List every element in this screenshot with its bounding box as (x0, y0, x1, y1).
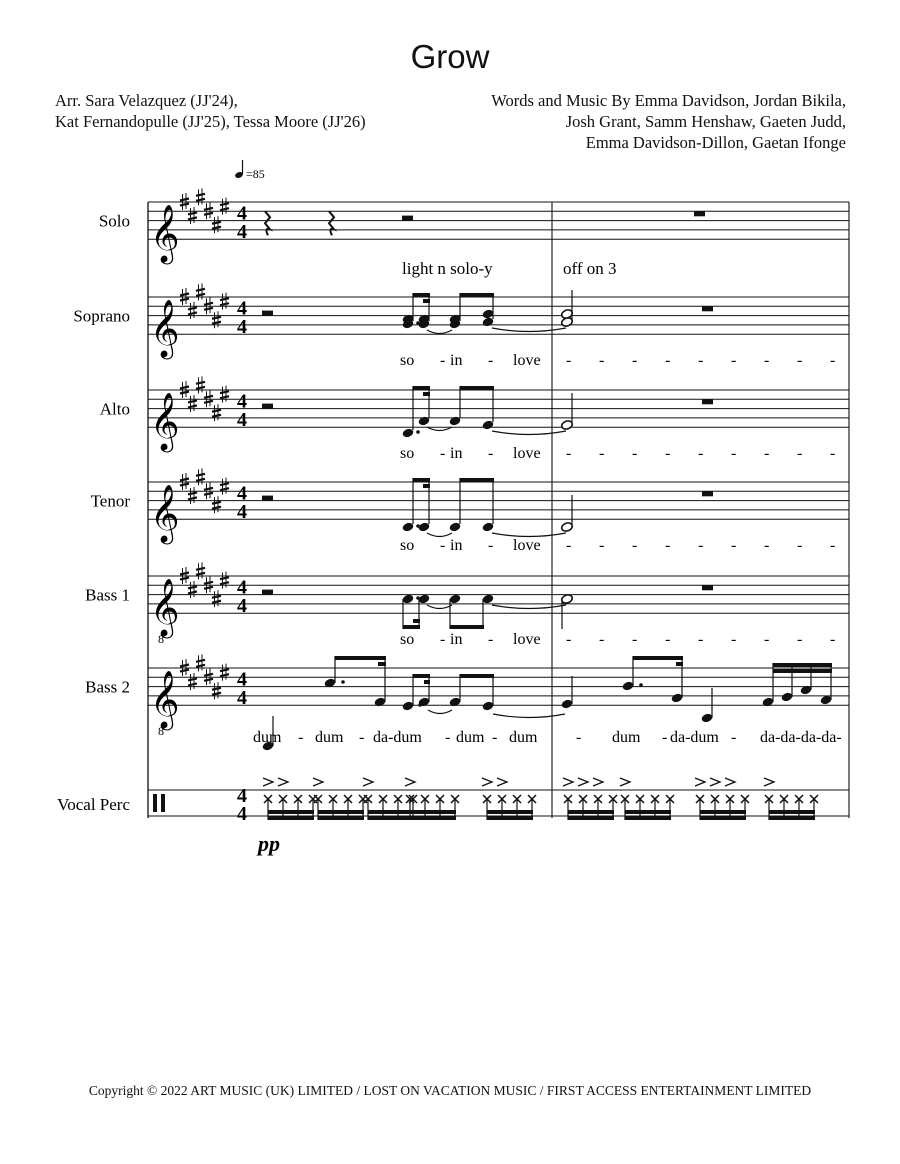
time-signature-numerator: 4 (237, 297, 247, 320)
beam (268, 810, 314, 814)
time-signature-denominator: 4 (237, 316, 247, 339)
quarter-rest (265, 211, 270, 235)
beam (268, 816, 314, 820)
lyric-syllable: in (450, 445, 463, 463)
beam (413, 674, 430, 678)
treble-clef: 𝄞 (150, 485, 180, 542)
half-rest (262, 496, 273, 501)
time-signature-denominator: 4 (237, 595, 247, 618)
accent-mark (620, 778, 630, 786)
lyric-extender: - (731, 445, 737, 463)
lyric-extender: - (632, 352, 638, 370)
half-rest (262, 311, 273, 316)
lyric-syllable: - (492, 729, 498, 747)
lyric-syllable: - (488, 537, 494, 555)
quarter-rest (329, 211, 334, 235)
lyric-extender: - (566, 631, 572, 649)
accent-mark (710, 778, 720, 786)
beam (450, 625, 484, 629)
lyric-syllable: dum (253, 729, 282, 747)
beam (413, 386, 430, 390)
beam (769, 816, 815, 820)
time-signature (237, 203, 247, 244)
augmentation-dot (341, 680, 345, 684)
tie (492, 605, 566, 609)
lyric-extender: - (665, 445, 671, 463)
lyric-syllable: love (513, 537, 541, 555)
time-signature-denominator: 4 (237, 687, 247, 710)
time-signature-numerator: 4 (237, 482, 247, 505)
arranger-line: Arr. Sara Velazquez (JJ'24), (55, 91, 238, 110)
accent-mark (263, 778, 273, 786)
lyric-syllable: - (298, 729, 304, 747)
lyric-syllable: love (513, 631, 541, 649)
percussion-clef (153, 794, 157, 812)
lyric-extender: - (830, 445, 836, 463)
accent-mark (313, 778, 323, 786)
lyric-syllable: dum (612, 729, 641, 747)
beam (423, 392, 430, 396)
lyric-extender: - (797, 631, 803, 649)
beam (413, 478, 430, 482)
lyric-extender: - (731, 537, 737, 555)
treble-clef: 𝄞 (150, 300, 180, 357)
copyright-notice: Copyright © 2022 ART MUSIC (UK) LIMITED / LOST ON VACATION MUSIC / FIRST ACCESS ENTERTAINMENT LIMITED (88, 1083, 812, 1098)
lyric-syllable: da-da-da-da- (760, 729, 842, 747)
beam (413, 619, 420, 623)
beam (676, 662, 683, 666)
time-signature (237, 298, 247, 339)
lyric-extender: - (797, 352, 803, 370)
direction-text: light n solo-y (402, 259, 493, 278)
beam (568, 816, 614, 820)
accent-mark (278, 778, 288, 786)
beam (773, 663, 832, 667)
lyric-syllable: so (400, 631, 415, 649)
lyric-syllable: - (440, 352, 446, 370)
accent-mark (482, 778, 492, 786)
lyric-extender: - (764, 352, 770, 370)
beam (460, 674, 494, 678)
direction-texts (402, 259, 617, 278)
staff (99, 188, 849, 265)
beam (487, 816, 533, 820)
composer-line: Josh Grant, Samm Henshaw, Gaeten Judd, (565, 112, 846, 131)
lyric-syllable: - (731, 729, 737, 747)
time-signature (237, 391, 247, 432)
time-signature-denominator: 4 (237, 409, 247, 432)
tie (492, 328, 566, 332)
dynamic-marking: pp (258, 831, 280, 856)
tempo-text: =85 (246, 167, 265, 181)
octave-marker: 8 (158, 632, 164, 647)
lyric-extender: - (830, 537, 836, 555)
accent-mark (695, 778, 705, 786)
lyric-syllable: in (450, 352, 463, 370)
beam (318, 810, 364, 814)
accent-mark (593, 778, 603, 786)
beam (335, 656, 386, 660)
lyric-syllable: so (400, 445, 415, 463)
lyric-syllable: - (445, 729, 451, 747)
lyric-syllable: dum (509, 729, 538, 747)
lyric-extender: - (698, 631, 704, 649)
beam (769, 810, 815, 814)
lyric-extender: - (764, 537, 770, 555)
whole-rest (702, 585, 713, 590)
time-signature-numerator: 4 (237, 576, 247, 599)
lyric-extender: - (665, 537, 671, 555)
beam (700, 816, 746, 820)
augmentation-dot (418, 703, 422, 707)
beam (318, 816, 364, 820)
beam (773, 669, 832, 673)
lyric-syllable: - (440, 631, 446, 649)
time-signature-denominator: 4 (237, 221, 247, 244)
staff-label: Solo (98, 211, 130, 231)
tie (427, 330, 452, 334)
beam (487, 810, 533, 814)
percussion-clef (161, 794, 165, 812)
beam (700, 810, 746, 814)
tie (427, 533, 452, 537)
lyric-syllable: so (400, 537, 415, 555)
tie (428, 710, 452, 714)
page-title: Grow (410, 38, 490, 75)
beam (378, 662, 386, 666)
beam (410, 816, 456, 820)
whole-rest (702, 491, 713, 496)
treble-clef: 𝄞 (150, 205, 180, 262)
staff-label: Bass 2 (85, 677, 130, 697)
lyric-extender: - (698, 445, 704, 463)
augmentation-dot (416, 321, 420, 325)
lyric-extender: - (599, 537, 605, 555)
beam (368, 816, 414, 820)
beam (460, 478, 494, 482)
augmentation-dot (416, 430, 420, 434)
lyric-extender: - (764, 445, 770, 463)
lyric-extender: - (599, 352, 605, 370)
lyric-extender: - (599, 445, 605, 463)
staff-label: Alto (99, 399, 130, 419)
accent-mark (497, 778, 507, 786)
lyric-extender: - (797, 445, 803, 463)
whole-rest (702, 399, 713, 404)
lyric-extender: - (830, 631, 836, 649)
tempo-marking (234, 160, 264, 181)
staff-label: Soprano (73, 306, 130, 326)
lyric-extender: - (797, 537, 803, 555)
lyric-syllable: dum (456, 729, 485, 747)
tie (492, 431, 566, 435)
staff (85, 654, 849, 738)
staff-label: Bass 1 (85, 585, 130, 605)
lyric-syllable: - (488, 445, 494, 463)
accent-mark (725, 778, 735, 786)
lyric-extender: - (566, 445, 572, 463)
lyric-extender: - (632, 631, 638, 649)
treble-clef: 𝄞 (150, 579, 180, 636)
arranger-line: Kat Fernandopulle (JJ'25), Tessa Moore (JJ'26) (55, 112, 366, 131)
lyric-extender: - (830, 352, 836, 370)
treble-clef: 𝄞 (150, 671, 180, 728)
lyric-extender: - (731, 352, 737, 370)
lyric-syllable: love (513, 445, 541, 463)
lyric-extender: - (599, 631, 605, 649)
lyric-syllable: in (450, 537, 463, 555)
half-rest (262, 590, 273, 595)
whole-rest (694, 211, 705, 216)
composer-line: Emma Davidson-Dillon, Gaetan Ifonge (585, 133, 846, 152)
beam (410, 810, 456, 814)
beam (423, 299, 430, 303)
lyric-syllable: - (662, 729, 668, 747)
lyric-extender: - (731, 631, 737, 649)
composer-line: Words and Music By Emma Davidson, Jordan Bikila, (491, 91, 846, 110)
lyric-syllable: - (440, 445, 446, 463)
half-rest (402, 216, 413, 221)
lyric-syllable: da-dum (670, 729, 719, 747)
accent-mark (563, 778, 573, 786)
time-signature (237, 577, 247, 618)
time-signature (237, 483, 247, 524)
time-signature (237, 669, 247, 710)
tie (492, 533, 566, 537)
lyric-syllable: dum (315, 729, 344, 747)
lyric-syllable: - (576, 729, 582, 747)
tie (493, 714, 565, 718)
half-rest (262, 404, 273, 409)
lyric-extender: - (632, 445, 638, 463)
beam (423, 484, 430, 488)
time-signature-denominator: 4 (237, 803, 247, 825)
beam (633, 656, 683, 660)
accent-mark (405, 778, 415, 786)
augmentation-dot (639, 683, 643, 687)
lyric-extender: - (566, 537, 572, 555)
beam (625, 816, 671, 820)
beam (568, 810, 614, 814)
octave-marker: 8 (158, 724, 164, 739)
lyric-syllable: - (359, 729, 365, 747)
time-signature-denominator: 4 (237, 501, 247, 524)
lyric-syllable: - (488, 631, 494, 649)
lyric-extender: - (698, 537, 704, 555)
lyric-syllable: da-dum (373, 729, 422, 747)
augmentation-dot (416, 524, 420, 528)
time-signature-numerator: 4 (237, 202, 247, 225)
accent-mark (578, 778, 588, 786)
lyric-syllable: - (488, 352, 494, 370)
lyric-extender: - (698, 352, 704, 370)
treble-clef: 𝄞 (150, 393, 180, 450)
lyric-extender: - (632, 537, 638, 555)
beam (424, 680, 430, 684)
beam (625, 810, 671, 814)
beam (403, 625, 420, 629)
lyric-syllable: so (400, 352, 415, 370)
beam (460, 293, 494, 297)
lyric-syllable: in (450, 631, 463, 649)
time-signature-numerator: 4 (237, 390, 247, 413)
lyric-extender: - (764, 631, 770, 649)
lyric-extender: - (566, 352, 572, 370)
whole-rest (702, 306, 713, 311)
staff-label: Tenor (90, 491, 130, 511)
beam (413, 293, 430, 297)
lyric-syllable: love (513, 352, 541, 370)
lyric-syllable: - (440, 537, 446, 555)
time-signature-numerator: 4 (237, 668, 247, 691)
accent-mark (764, 778, 774, 786)
lyric-extender: - (665, 631, 671, 649)
accent-mark (363, 778, 373, 786)
direction-text: off on 3 (563, 259, 617, 278)
time-signature-numerator: 4 (237, 785, 247, 807)
beam (368, 810, 414, 814)
lyric-extender: - (665, 352, 671, 370)
beam (460, 386, 494, 390)
tie (427, 605, 452, 609)
staff-label: Vocal Perc (57, 795, 130, 814)
